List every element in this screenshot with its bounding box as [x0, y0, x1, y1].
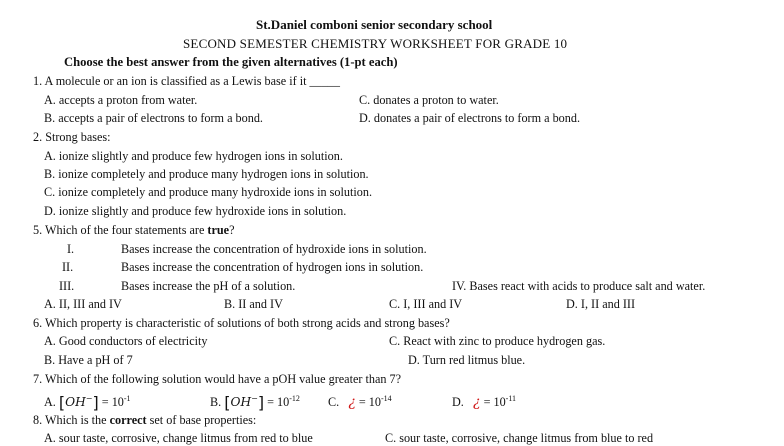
question-6-option-b: B. Have a pH of 7: [44, 353, 133, 367]
question-7-option-a: [44, 391, 131, 411]
question-2-option-a: A. ionize slightly and produce few hydrogen ions in solution.: [44, 149, 343, 163]
option-d-exponent: -11: [505, 394, 517, 403]
option-c-label: C.: [328, 395, 340, 409]
minus-charge-icon: −: [85, 394, 93, 403]
option-d-label: D.: [452, 395, 464, 409]
question-2-option-d: D. ionize slightly and produce few hydroxide ions in solution.: [44, 204, 347, 218]
hydroxide-formula: [65, 395, 92, 409]
question-5-option-b: B. II and IV: [224, 297, 283, 311]
question-6-stem: 6. Which property is characteristic of solutions of both strong acids and strong bases?: [33, 316, 450, 330]
statement-2: Bases increase the concentration of hydrogen ions in solution.: [121, 260, 424, 274]
question-2-option-c: C. ionize completely and produce many hydroxide ions in solution.: [44, 185, 372, 199]
question-5-option-d: D. I, II and III: [566, 297, 636, 311]
hydroxide-symbol: OH: [65, 395, 86, 409]
question-5-stem-emphasis: true: [207, 223, 230, 237]
worksheet-title: SECOND SEMESTER CHEMISTRY WORKSHEET FOR GRADE 10: [183, 36, 568, 51]
instructions: Choose the best answer from the given alternatives (1-pt each): [64, 55, 398, 69]
statement-2-number: II.: [62, 260, 74, 274]
option-c-value: = 10: [358, 395, 381, 409]
question-5-stem-text: 5. Which of the four statements are: [33, 223, 208, 237]
minus-charge-icon: −: [251, 394, 258, 403]
option-a-value: = 10: [101, 395, 124, 409]
bracket-right-icon: ]: [92, 393, 99, 412]
school-name: St.Daniel comboni senior secondary school: [256, 17, 493, 32]
statement-1-number: I.: [67, 242, 75, 256]
question-2-stem: 2. Strong bases:: [33, 130, 111, 144]
hydronium-placeholder-symbol: ¿: [473, 394, 481, 410]
question-5-stem-end: ?: [229, 223, 235, 237]
question-7-option-c: [328, 391, 392, 410]
option-a-exponent: -1: [123, 394, 131, 403]
question-8-option-a: A. sour taste, corrosive, change litmus from red to blue: [44, 431, 313, 445]
hydronium-placeholder-symbol: ¿: [348, 394, 356, 410]
statement-3: Bases increase the pH of a solution.: [121, 279, 296, 293]
statement-4: IV. Bases react with acids to produce salt and water.: [452, 279, 706, 293]
hydroxide-symbol: OH: [230, 395, 252, 409]
question-1-option-c: C. donates a proton to water.: [359, 93, 499, 107]
question-1-option-d: D. donates a pair of electrons to form a bond.: [359, 111, 580, 125]
question-8-option-c: C. sour taste, corrosive, change litmus from blue to red: [385, 431, 654, 445]
statement-1: Bases increase the concentration of hydroxide ions in solution.: [121, 242, 427, 256]
question-7-option-d: [452, 391, 516, 410]
option-c-exponent: -14: [381, 394, 392, 403]
option-d-value: = 10: [483, 395, 506, 409]
question-5-stem: [33, 222, 234, 238]
question-6-option-c: C. React with zinc to produce hydrogen gas.: [389, 334, 606, 348]
question-6-option-a: A. Good conductors of electricity: [44, 334, 208, 348]
bracket-left-icon: [: [224, 393, 231, 412]
option-b-label: B.: [210, 395, 222, 409]
question-8-stem-end: set of base properties:: [146, 413, 257, 427]
option-b-value: = 10: [267, 395, 290, 409]
question-8-stem-text: 8. Which is the: [33, 413, 110, 427]
question-5-option-a: A. II, III and IV: [44, 297, 122, 311]
statement-3-number: III.: [59, 279, 75, 293]
question-1-stem: 1. A molecule or an ion is classified as a Lewis base if it _____: [33, 74, 340, 88]
bracket-right-icon: ]: [257, 393, 265, 412]
question-2-option-b: B. ionize completely and produce many hydrogen ions in solution.: [44, 167, 369, 181]
hydroxide-formula: [230, 395, 257, 409]
question-1-option-a: A. accepts a proton from water.: [44, 93, 198, 107]
question-7-option-b: [210, 391, 300, 411]
bracket-left-icon: [: [58, 393, 66, 412]
question-5-option-c: C. I, III and IV: [389, 297, 463, 311]
option-a-label: A.: [44, 395, 56, 409]
question-7-stem: 7. Which of the following solution would have a pOH value greater than 7?: [33, 372, 402, 386]
question-8-stem-emphasis: correct: [109, 413, 147, 427]
question-8-stem: [33, 412, 256, 428]
question-6-option-d: D. Turn red litmus blue.: [408, 353, 526, 367]
option-b-exponent: -12: [289, 394, 300, 403]
question-1-option-b: B. accepts a pair of electrons to form a bond.: [44, 111, 263, 125]
